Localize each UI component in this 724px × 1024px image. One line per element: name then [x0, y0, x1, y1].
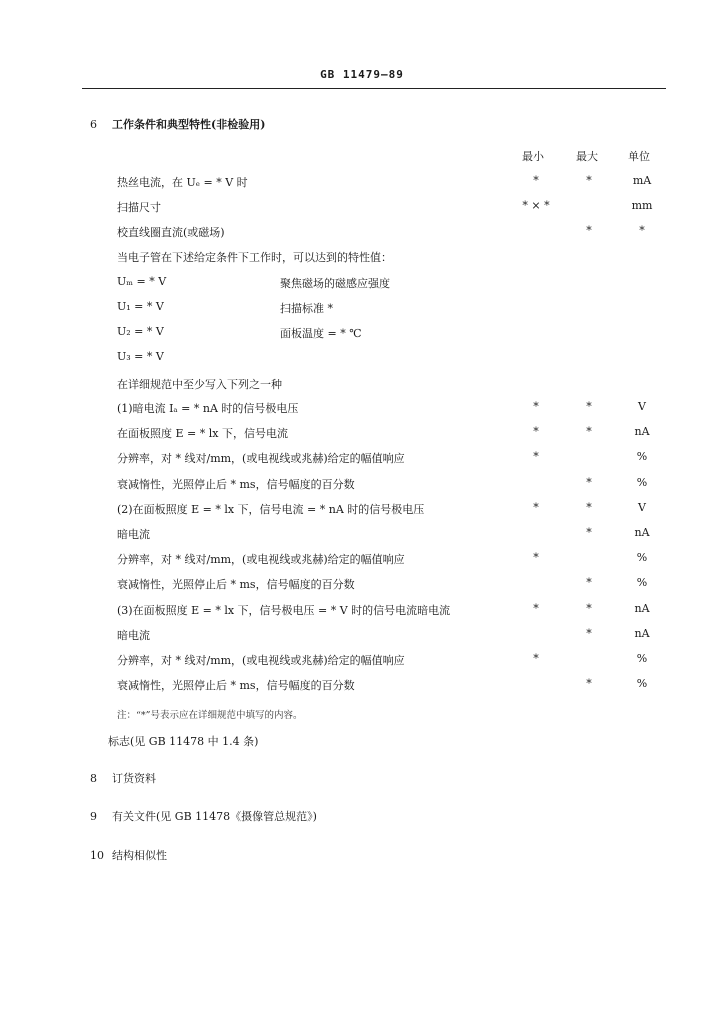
row-label: (2)在面板照度 E = * lx 下，信号电流 = * nA 时的信号极电压 [117, 502, 425, 516]
section-9-heading [90, 808, 317, 824]
section-8-heading [90, 770, 156, 786]
row-max-value: * [586, 400, 592, 413]
table-row [0, 425, 724, 445]
section-10-number: 10 [90, 849, 104, 862]
table-row [0, 551, 724, 571]
marking-line: 标志(见 GB 11478 中 1.4 条) [108, 735, 259, 748]
table-row [0, 576, 724, 596]
section-9-number: 9 [90, 810, 97, 823]
condition-description: 扫描标准 * [280, 302, 333, 315]
table-row [0, 199, 724, 219]
row-label: 暗电流 [117, 528, 150, 541]
row-max-value: * [586, 500, 592, 514]
row-max-value: * [586, 576, 592, 590]
row-unit: nA [634, 526, 650, 539]
table-note: 注：“*”号表示应在详细规范中填写的内容。 [117, 710, 303, 721]
condition-voltage: Uₘ = * V [117, 275, 167, 288]
row-label: 分辨率，对 * 线对/mm，(或电视线或兆赫)给定的幅值响应 [117, 553, 405, 567]
row-unit: % [636, 475, 648, 489]
condition-voltage: U₃ = * V [117, 350, 164, 363]
detail-intro: 在详细规范中至少写入下列之一种 [117, 378, 282, 391]
table-row [0, 174, 724, 194]
table-row [0, 476, 724, 496]
table-row [0, 224, 724, 244]
table-row [0, 501, 724, 521]
table-row [0, 677, 724, 697]
row-unit: nA [634, 425, 650, 439]
condition-description: 面板温度 = * ℃ [280, 327, 362, 340]
row-max-value: * [586, 174, 592, 187]
row-min-value: * [533, 551, 539, 565]
row-min-value: * [533, 425, 539, 439]
row-min-value: * [533, 500, 539, 514]
section-10-title: 结构相似性 [112, 849, 167, 862]
row-max-value: * [586, 677, 592, 691]
row-unit: % [636, 576, 648, 590]
row-unit: % [636, 677, 648, 691]
column-header-min: 最小 [522, 150, 544, 163]
row-unit: * [639, 224, 645, 237]
section-6-title: 工作条件和典型特性(非检验用) [112, 118, 266, 131]
row-label: (1)暗电流 Iₐ = * nA 时的信号极电压 [117, 402, 299, 415]
section-9-title: 有关文件(见 GB 11478《摄像管总规范》) [112, 810, 317, 823]
row-max-value: * [586, 224, 592, 237]
condition-voltage: U₁ = * V [117, 300, 164, 313]
row-max-value: * [586, 475, 592, 489]
section-10-heading [90, 847, 167, 863]
section-6-heading [90, 116, 265, 132]
row-max-value: * [586, 526, 592, 539]
row-min-value: * [533, 174, 539, 187]
table-row [0, 526, 724, 546]
row-label: 分辨率，对 * 线对/mm，(或电视线或兆赫)给定的幅值响应 [117, 654, 405, 667]
row-unit: mm [631, 199, 653, 212]
row-unit: % [636, 450, 648, 464]
row-unit: % [636, 652, 648, 665]
column-header-max: 最大 [576, 150, 598, 163]
section-8-number: 8 [90, 772, 97, 785]
table-row [0, 450, 724, 470]
row-label: 衰减惰性，光照停止后 * ms，信号幅度的百分数 [117, 477, 355, 491]
row-unit: nA [634, 626, 650, 640]
table-row [0, 652, 724, 672]
row-label: 校直线圈直流(或磁场) [117, 226, 225, 239]
table-row [0, 627, 724, 647]
table-row [0, 602, 724, 622]
row-label: (3)在面板照度 E = * lx 下，信号极电压 = * V 时的信号电流暗电流 [117, 603, 451, 617]
row-min-value: * [533, 652, 539, 665]
row-label: 分辨率，对 * 线对/mm，(或电视线或兆赫)给定的幅值响应 [117, 452, 405, 466]
row-label: 暗电流 [117, 628, 150, 642]
row-min-value: * [533, 601, 539, 615]
conditions-intro: 当电子管在下述给定条件下工作时，可以达到的特性值： [117, 251, 392, 264]
row-label: 衰减惰性，光照停止后 * ms，信号幅度的百分数 [117, 679, 355, 693]
condition-description: 聚焦磁场的磁感应强度 [280, 277, 390, 290]
row-label: 扫描尺寸 [117, 201, 161, 214]
row-max-value: * [586, 626, 592, 640]
row-unit: V [638, 500, 646, 514]
row-unit: % [636, 551, 648, 565]
row-max-value: * [586, 425, 592, 439]
header-rule [82, 88, 666, 89]
row-unit: mA [632, 174, 652, 187]
condition-voltage: U₂ = * V [117, 325, 164, 338]
table-row [0, 400, 724, 420]
row-max-value: * [586, 601, 592, 615]
page-header: GB 11479—89 [320, 68, 404, 81]
row-label: 衰减惰性，光照停止后 * ms，信号幅度的百分数 [117, 578, 355, 592]
column-header-unit: 单位 [628, 150, 650, 163]
row-unit: V [638, 400, 646, 413]
row-unit: nA [634, 601, 650, 615]
row-min-value: * × * [522, 199, 550, 212]
row-min-value: * [533, 450, 539, 464]
row-label: 在面板照度 E = * lx 下，信号电流 [117, 427, 288, 441]
section-6-number: 6 [90, 118, 97, 131]
row-min-value: * [533, 400, 539, 413]
section-8-title: 订货资料 [112, 772, 156, 785]
row-label: 热丝电流，在 Uₑ = * V 时 [117, 176, 248, 189]
